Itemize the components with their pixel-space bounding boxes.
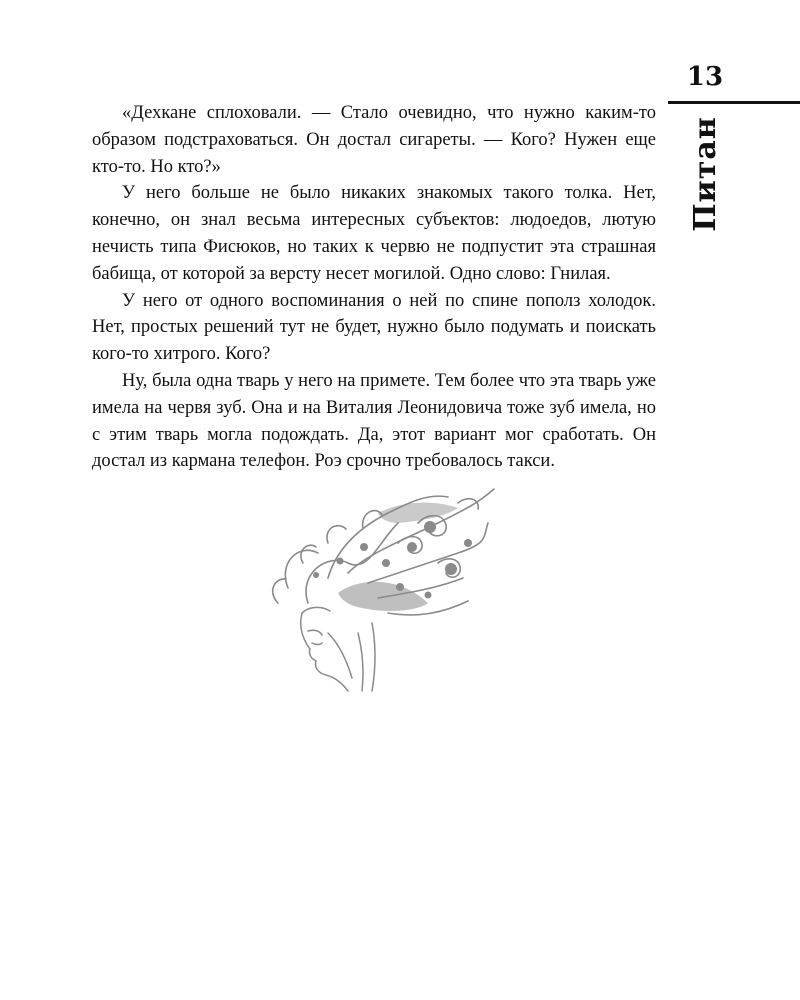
- medusa-illustration: [268, 483, 500, 693]
- paragraph-1: «Дехкане сплоховали. — Стало очевидно, что нужно каким-то образом подстраховаться. Он достал сигареты. — Кого? Нужен еще кто-то. Но кто?»: [92, 103, 656, 177]
- page-number: 13: [686, 62, 724, 92]
- paragraph-4: Ну, была одна тварь у него на примете. Тем более что эта тварь уже имела на червя зуб. Она и на Виталия Леонидовича тоже зуб имела, но с этим тварь могла подождать. Да, этот вариант мог сработать. Он достал из кармана телефон. Роэ срочно требовалось такси.: [92, 370, 656, 472]
- running-title: Питан: [687, 116, 723, 232]
- text-body: [92, 100, 656, 475]
- paragraph-3: У него от одного воспоминания о ней по спине пополз холодок. Нет, простых решений тут не будет, нужно было подумать и поискать кого-то хитрого. Кого?: [92, 290, 656, 365]
- paragraph-2: У него больше не было никаких знакомых такого толка. Нет, конечно, он знал весьма интересных субъектов: людоедов, лютую нечисть типа Фисюков, но таких к червю не подпустит эта страшная бабища, от которой за версту несет могилой. Одно слово: Гнилая.: [92, 183, 656, 284]
